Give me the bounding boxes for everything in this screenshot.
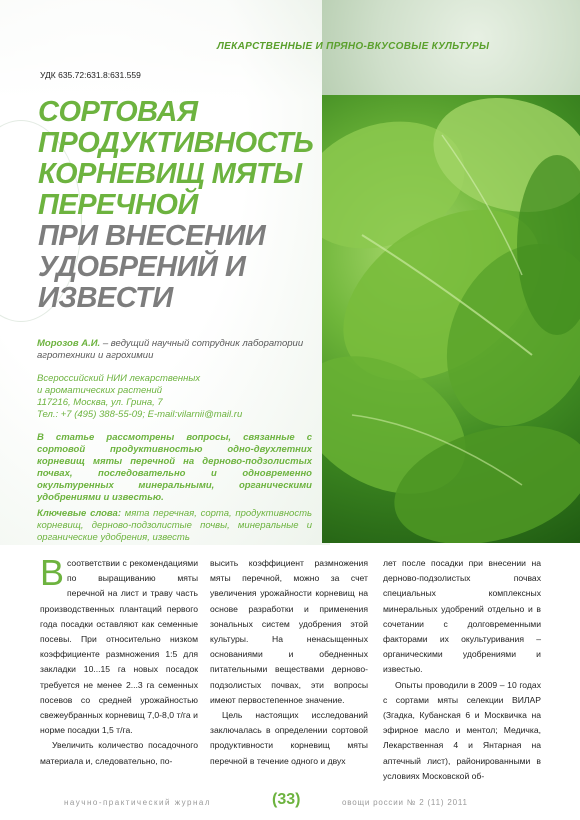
title-line: ИЗВЕСТИ xyxy=(38,282,173,314)
title-line: КОРНЕВИЩ МЯТЫ xyxy=(38,158,302,190)
paragraph-text: соответствии с рекомендациями по выращиванию мяты перечной на лист и траву часть производственных плантаций первого года посадки оставляют как семенные посевы. При относительно низком коэффициенте размножения 1:5 для закладки 10...15 га новых посадок требуется не менее 2...3 га семенных посевов со средней урожайностью свежеубранных корневищ 7,0-8,0 т/га и норме посадки 1,5 т/га. xyxy=(40,558,198,736)
keywords-text: мята перечная, сорта, продуктивность корневищ, дерново-подзолистые почвы, минеральные и органические удобрения, известь xyxy=(37,508,312,543)
section-header: ЛЕКАРСТВЕННЫЕ И ПРЯНО-ВКУСОВЫЕ КУЛЬТУРЫ xyxy=(217,41,490,52)
author-position: – ведущий научный сотрудник лаборатории агротехники и агрохимии xyxy=(37,338,304,361)
page-number-value: 33 xyxy=(277,791,296,808)
body-column-2 xyxy=(210,556,368,769)
paragraph: Цель настоящих исследований заключалась в определении сортовой продуктивности корневищ мяты перечной в течение одного и двух xyxy=(210,710,368,766)
article-title xyxy=(38,97,328,314)
footer-journal: научно-практический журнал xyxy=(64,798,212,807)
title-line: СОРТОВАЯ xyxy=(38,96,198,128)
institution-info xyxy=(37,373,317,421)
title-line: ПРОДУКТИВНОСТЬ xyxy=(38,127,314,159)
paragraph: лет после посадки при внесении на дерново-подзолистых почвах специальных комплексных минеральных удобрений отдельно и в сочетании с долговременными факторами их окультуривания – органическими удобрениями и известью. xyxy=(383,558,541,675)
keywords-label: Ключевые слова: xyxy=(37,508,121,519)
author-name: Морозов А.И. xyxy=(37,338,101,349)
institution-line: и ароматических растений xyxy=(37,385,163,396)
title-line: ПЕРЕЧНОЙ xyxy=(38,189,198,221)
title-line: ПРИ ВНЕСЕНИИ xyxy=(38,220,266,252)
paragraph: Опыты проводили в 2009 – 10 годах с сортами мяты селекции ВИЛАР (Згадка, Кубанская 6 и Москвичка на эфирное масло и ментол; Медичка, Лекарственная 4 и Янтарная на аптечный лист), районированными в условиях Московской об- xyxy=(383,679,541,781)
paragraph xyxy=(40,552,198,738)
body-column-1 xyxy=(40,552,198,769)
paragraph: высить коэффициент размножения мяты перечной, можно за счет увеличения урожайности корневищ на основе разработки и применения зональных систем удобрения этой культуры. На ненасыщенных основаниями и обедненных питательными веществами дерново-подзолистых почвах, эти вопросы имеют первостепенное значение. xyxy=(210,558,368,705)
author-info xyxy=(37,338,317,362)
keywords xyxy=(37,508,312,544)
page-number: (33) xyxy=(272,791,301,808)
paragraph: Увеличить количество посадочного материала и, следовательно, по- xyxy=(40,740,198,766)
institution-contacts: Тел.: +7 (495) 388-55-09; E-mail:vilarnii@mail.ru xyxy=(37,409,243,420)
mint-leaf-illustration xyxy=(322,95,580,543)
drop-cap: В xyxy=(40,552,65,593)
footer-issue: овощи россии № 2 (11) 2011 xyxy=(342,798,468,807)
institution-address: 117216, Москва, ул. Грина, 7 xyxy=(37,397,163,408)
title-line: УДОБРЕНИЙ И xyxy=(38,251,246,283)
mint-leaves-photo xyxy=(322,95,580,543)
institution-line: Всероссийский НИИ лекарственных xyxy=(37,373,201,384)
abstract: В статье рассмотрены вопросы, связанные с сортовой продуктивностью одно-двухлетних корневищ мяты перечной на дерново-подзолистых почвах, последовательно и одновременно окультуренных минеральными, органическими удобрениями и известью. xyxy=(37,432,312,503)
body-column-3 xyxy=(383,556,541,784)
udk-code: УДК 635.72:631.8:631.559 xyxy=(40,70,141,80)
